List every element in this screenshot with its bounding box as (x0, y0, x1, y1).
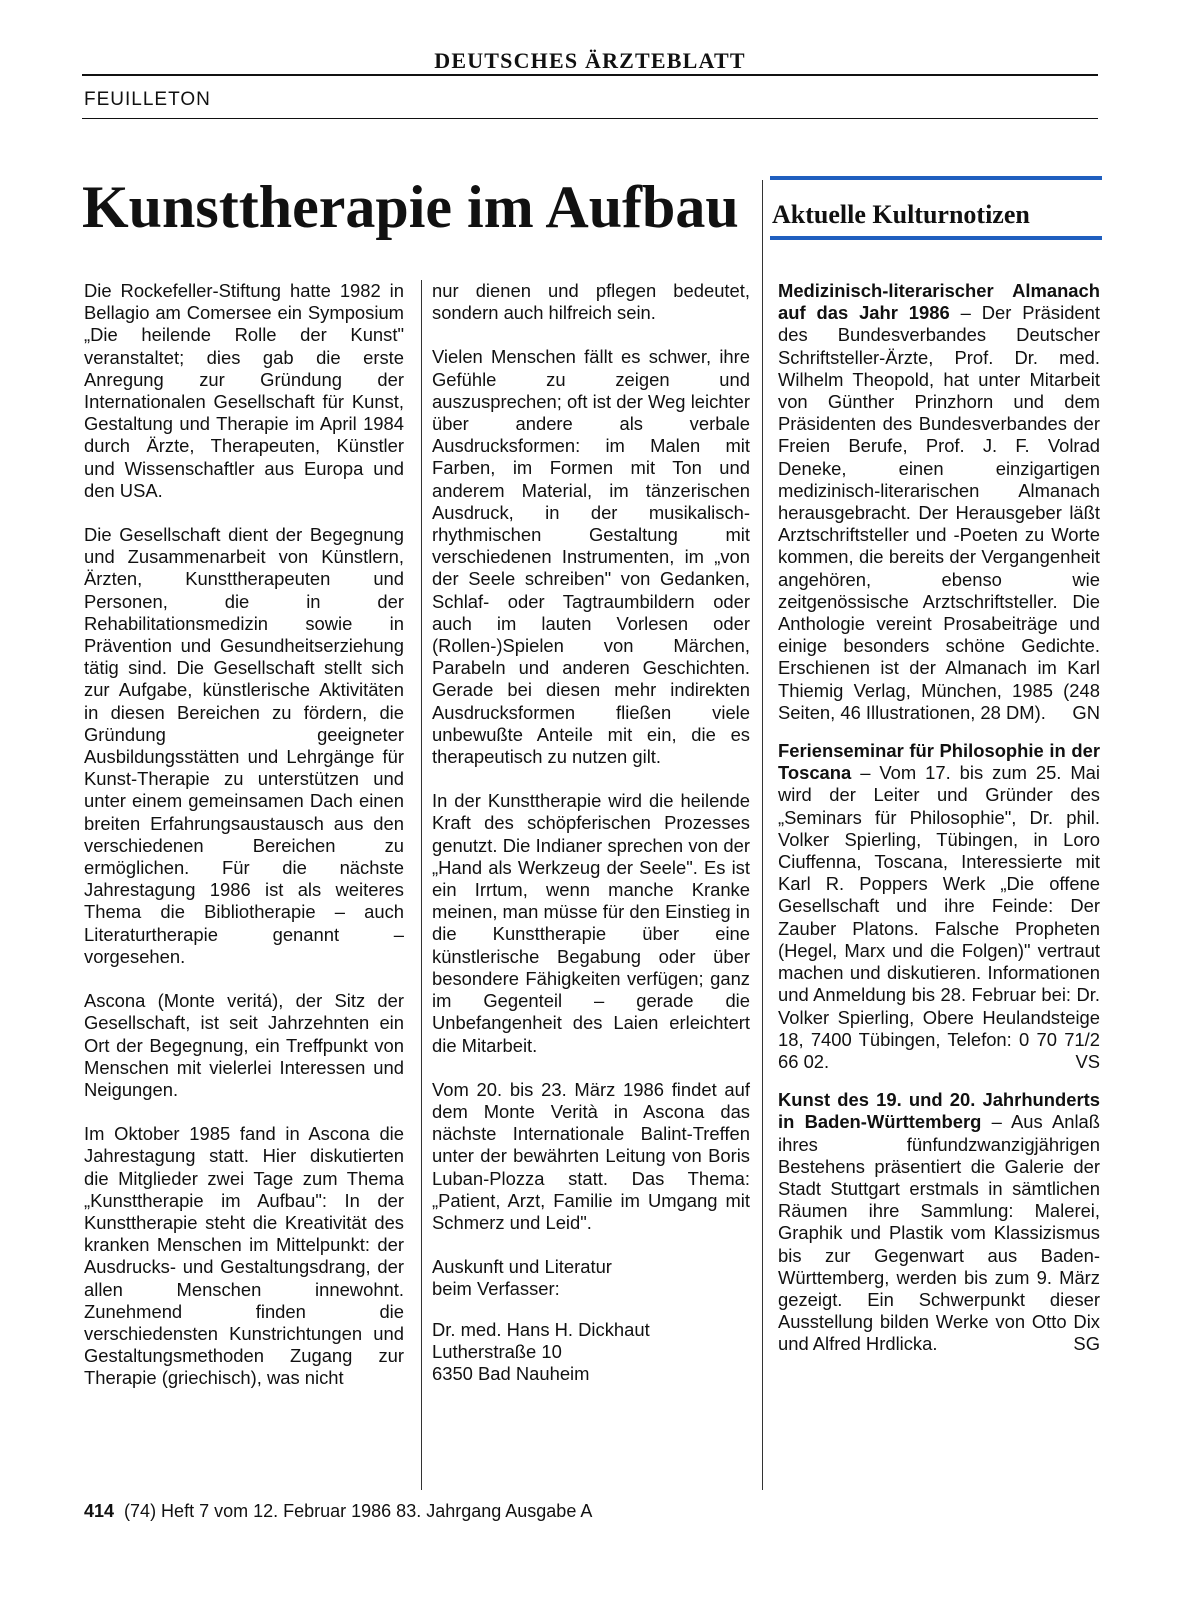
note-body: – Aus Anlaß ihres fünfundzwanzigjährigen Bestehens präsentiert die Galerie der Stadt Stuttgart erstmals in sämtlichen Räumen ihre Sammlung: Malerei, Graphik und Plastik vom Klassizismus bis zur Gegenwart aus Baden-Württemberg, werden bis zum 9. März gezeigt. Ein Schwerpunkt dieser Ausstellung bilden Werke von Otto Dix und Alfred Hrdlicka. (778, 1111, 1100, 1355)
culture-note (778, 740, 1100, 1073)
sidebar-bottom-rule (770, 236, 1102, 240)
paragraph: In der Kunsttherapie wird die heilende Kraft des schöpferischen Prozesses genutzt. Die Indianer sprechen von der „Hand als Werkzeug der Seele". Es ist ein Irrtum, wenn manche Kranke meinen, man müsse für den Einstieg in die Kunsttherapie über eine künstlerische Begabung oder über besondere Fähigkeiten verfügen; ganz im Gegenteil – gerade die Unbefangenheit des Laien erleichtert die Mitarbeit. (432, 790, 750, 1056)
note-signature: VS (1075, 1050, 1100, 1072)
author-street: Lutherstraße 10 (432, 1340, 562, 1362)
page-footer (84, 1500, 592, 1522)
paragraph: nur dienen und pflegen bedeutet, sondern auch hilfreich sein. (432, 280, 750, 324)
author-city: 6350 Bad Nauheim (432, 1362, 590, 1384)
note-signature: SG (1073, 1333, 1100, 1355)
sidebar-top-rule (770, 176, 1102, 180)
article-column-2 (432, 280, 750, 1385)
note-signature: GN (1072, 701, 1100, 723)
author-name: Dr. med. Hans H. Dickhaut (432, 1318, 650, 1340)
page-number: 414 (84, 1501, 115, 1521)
contact-line: beim Verfasser: (432, 1278, 560, 1300)
paragraph: Vom 20. bis 23. März 1986 findet auf dem Monte Verità in Ascona das nächste Internationale Balint-Treffen unter der bewährten Leitung von Boris Luban-Plozza statt. Das Thema: „Patient, Arzt, Familie im Umgang mit Schmerz und Leid". (432, 1078, 750, 1233)
masthead: DEUTSCHES ÄRZTEBLATT (434, 48, 746, 73)
culture-note (778, 1089, 1100, 1355)
note-heading: Kunst des 19. und 20. Jahrhunderts in Baden-Württemberg (778, 1089, 1100, 1133)
sidebar-title: Aktuelle Kulturnotizen (772, 200, 1030, 229)
note-heading: Medizinisch-literarischer Almanach auf das Jahr 1986 (778, 280, 1100, 324)
sidebar-notes (778, 280, 1100, 1372)
contact-note (432, 1256, 750, 1300)
paragraph: Im Oktober 1985 fand in Ascona die Jahrestagung statt. Hier diskutierten die Mitglieder zwei Tage zum Thema „Kunsttherapie im Aufbau": In der Kunsttherapie steht die Kreativität des kranken Menschen im Mittelpunkt: der Ausdrucks- und Gestaltungsdrang, der allen Menschen innewohnt. Zunehmend finden die verschiedensten Kunstrichtungen und Gestaltungsmethoden Zugang zur Therapie (griechisch), was nicht (84, 1123, 404, 1389)
section-rule (82, 118, 1098, 119)
note-heading: Ferienseminar für Philosophie in der Toscana (778, 740, 1100, 784)
sidebar-divider (762, 180, 763, 1490)
article-column-1 (84, 280, 404, 1412)
paragraph: Die Gesellschaft dient der Begegnung und Zusammenarbeit von Künstlern, Ärzten, Kunsttherapeuten und Personen, die in der Rehabilitationsmedizin sowie in Prävention und Gesundheitserziehung tätig sind. Die Gesellschaft stellt sich zur Aufgabe, künstlerische Aktivitäten in diesen Bereichen zu fördern, die Gründung geeigneter Ausbildungsstätten und Lehrgänge für Kunst-Therapie zu unterstützen und unter einem gemeinsamen Dach einen breiten Erfahrungsaustausch aus den verschiedenen Bereichen zu ermöglichen. Für die nächste Jahrestagung 1986 ist als weiteres Thema die Bibliotherapie – auch Literaturtherapie genannt – vorgesehen. (84, 524, 404, 967)
masthead-rule (82, 74, 1098, 76)
culture-note (778, 280, 1100, 724)
issue-info: (74) Heft 7 vom 12. Februar 1986 83. Jahrgang Ausgabe A (124, 1501, 593, 1521)
paragraph: Ascona (Monte veritá), der Sitz der Gesellschaft, ist seit Jahrzehnten ein Ort der Begegnung, ein Treffpunkt von Menschen mit vielerlei Interessen und Neigungen. (84, 990, 404, 1100)
author-address (432, 1319, 750, 1386)
column-divider (421, 280, 422, 1490)
note-body: – Der Präsident des Bundesverbandes Deutscher Schriftsteller-Ärzte, Prof. Dr. med. Wilhelm Theopold, hat unter Mitarbeit von Günther Prinzhorn und dem Präsidenten des Bundesverbandes der Freien Berufe, Prof. J. F. Volrad Deneke, einen einzigartigen medizinisch-literarischen Almanach herausgebracht. Der Herausgeber läßt Arztschriftsteller und -Poeten zu Worte kommen, die bereits der Vergangenheit angehören, ebenso wie zeitgenössische Arztschriftsteller. Die Anthologie vereint Prosabeiträge und einige besonders schöne Gedichte. Erschienen ist der Almanach im Karl Thiemig Verlag, München, 1985 (248 Seiten, 46 Illustrationen, 28 DM). (778, 302, 1100, 723)
article-headline: Kunsttherapie im Aufbau (82, 174, 739, 240)
note-body: – Vom 17. bis zum 25. Mai wird der Leiter und Gründer des „Seminars für Philosophie", Dr. phil. Volker Spierling, Tübingen, in Loro Ciuffenna, Toscana, Interessierte mit Karl R. Poppers Werk „Die offene Gesellschaft und ihre Feinde: Der Zauber Platons. Falsche Propheten (Hegel, Marx und die Folgen)" vertraut machen und diskutieren. Informationen und Anmeldung bis 28. Februar bei: Dr. Volker Spierling, Obere Heulandsteige 18, 7400 Tübingen, Telefon: 0 70 71/2 66 02. (778, 762, 1100, 1072)
section-label: FEUILLETON (84, 89, 211, 110)
paragraph: Vielen Menschen fällt es schwer, ihre Gefühle zu zeigen und auszusprechen; oft ist der Weg leichter über andere als verbale Ausdrucksformen: im Malen mit Farben, im Formen mit Ton und anderem Material, im tänzerischen Ausdruck, in der musikalisch-rhythmischen Gestaltung mit verschiedenen Instrumenten, im „von der Seele schreiben" von Gedanken, Schlaf- oder Tagtraumbildern oder auch im lauten Vorlesen oder (Rollen-)Spielen von Märchen, Parabeln und anderen Geschichten. Gerade bei diesen mehr indirekten Ausdrucksformen fließen viele unbewußte Anteile mit ein, die es therapeutisch zu nutzen gilt. (432, 346, 750, 768)
contact-line: Auskunft und Literatur (432, 1256, 612, 1278)
paragraph: Die Rockefeller-Stiftung hatte 1982 in Bellagio am Comersee ein Symposium „Die heilende Rolle der Kunst" veranstaltet; dies gab die erste Anregung zur Gründung der Internationalen Gesellschaft für Kunst, Gestaltung und Therapie im April 1984 durch Ärzte, Therapeuten, Künstler und Wissenschaftler aus Europa und den USA. (84, 280, 404, 501)
